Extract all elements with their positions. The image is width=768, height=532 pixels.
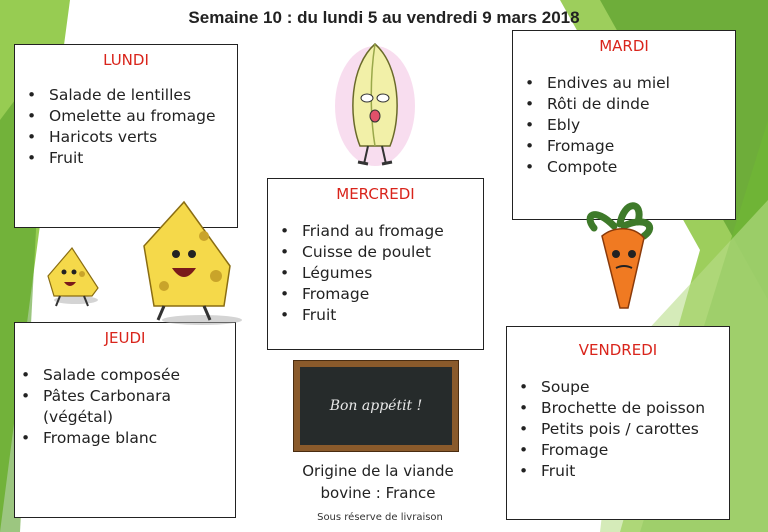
menu-item: • Salade composée bbox=[21, 365, 235, 386]
day-name: VENDREDI bbox=[578, 341, 658, 359]
day-box-mercredi bbox=[267, 178, 484, 350]
menu-item: • Haricots verts bbox=[27, 127, 237, 148]
menu-item: • Rôti de dinde bbox=[525, 94, 735, 115]
chalkboard-surface bbox=[300, 367, 452, 445]
menu-item: • Fromage blanc bbox=[21, 428, 235, 449]
menu-item: • Légumes bbox=[280, 263, 483, 284]
menu-item: • Petits pois / carottes bbox=[519, 419, 729, 440]
menu-list bbox=[15, 365, 235, 449]
menu-item: • Endives au miel bbox=[525, 73, 735, 94]
delivery-disclaimer: Sous réserve de livraison bbox=[317, 512, 443, 523]
menu-item: • Pâtes Carbonara bbox=[21, 386, 235, 407]
menu-item: • Cuisse de poulet bbox=[280, 242, 483, 263]
menu-item: • Fromage bbox=[280, 284, 483, 305]
day-name: MERCREDI bbox=[336, 185, 415, 203]
day-box-mardi bbox=[512, 30, 736, 220]
origin-line: bovine : France bbox=[320, 484, 436, 502]
menu-item: • Brochette de poisson bbox=[519, 398, 729, 419]
menu-item: • Fromage bbox=[519, 440, 729, 461]
meat-origin-note bbox=[268, 460, 488, 504]
chalkboard-text: Bon appétit ! bbox=[329, 398, 423, 414]
cheese-cartoon-illustration bbox=[34, 196, 244, 326]
menu-item: • Ebly bbox=[525, 115, 735, 136]
menu-list bbox=[268, 221, 483, 326]
menu-item: • Compote bbox=[525, 157, 735, 178]
menu-list bbox=[513, 73, 735, 178]
day-name: LUNDI bbox=[103, 51, 149, 69]
menu-item: • Fruit bbox=[27, 148, 237, 169]
day-box-jeudi bbox=[14, 322, 236, 518]
menu-list bbox=[15, 85, 237, 169]
menu-item-continued: (végétal) bbox=[43, 408, 114, 426]
menu-item: • Friand au fromage bbox=[280, 221, 483, 242]
day-name: MARDI bbox=[599, 37, 649, 55]
menu-item: • Fruit bbox=[280, 305, 483, 326]
day-box-vendredi bbox=[506, 326, 730, 520]
menu-item: • Fromage bbox=[525, 136, 735, 157]
day-name: JEUDI bbox=[104, 329, 146, 347]
page-title: Semaine 10 : du lundi 5 au vendredi 9 mars 2018 bbox=[188, 8, 580, 27]
endive-cartoon-illustration bbox=[330, 36, 420, 176]
menu-item: • Soupe bbox=[519, 377, 729, 398]
menu-item: • Omelette au fromage bbox=[27, 106, 237, 127]
carrot-cartoon-illustration bbox=[574, 196, 664, 316]
menu-item: • Fruit bbox=[519, 461, 729, 482]
menu-item: • Salade de lentilles bbox=[27, 85, 237, 106]
menu-list bbox=[507, 377, 729, 482]
chalkboard-image bbox=[293, 360, 459, 452]
origin-line: Origine de la viande bbox=[302, 462, 454, 480]
